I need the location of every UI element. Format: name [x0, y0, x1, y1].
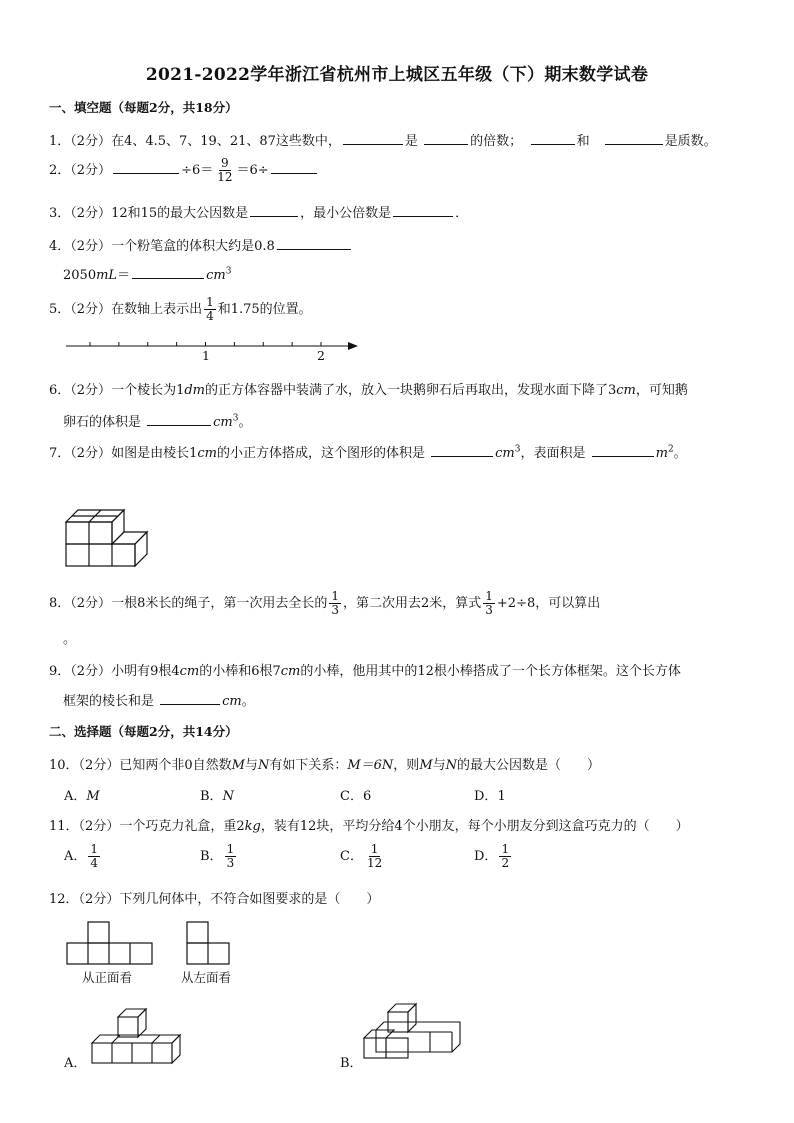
option-b-solid: [362, 1000, 472, 1062]
answer-blank[interactable]: [250, 204, 298, 217]
answer-blank[interactable]: [271, 161, 317, 174]
question-9: 9．（2分）小明有9根4cm的小棒和6根7cm的小棒，他用其中的12根小棒搭成了一个长方体框架。这个长方体: [49, 664, 681, 679]
fraction: $\frac{1}{3}$: [485, 589, 493, 617]
answer-blank[interactable]: [531, 132, 575, 145]
tick-label-1: 1: [202, 348, 210, 363]
option-a[interactable]: A． $\frac{1}{4}$: [64, 842, 99, 870]
fraction: $\frac{9}{12}$: [217, 156, 233, 184]
fraction: $\frac{1}{4}$: [206, 295, 214, 323]
tick-label-2: 2: [317, 348, 325, 363]
question-8-line2: 。: [63, 632, 77, 647]
answer-blank[interactable]: [393, 204, 453, 217]
option-b[interactable]: B．: [340, 1056, 363, 1071]
option-c[interactable]: C． $\frac{1}{12}$: [340, 842, 383, 870]
front-view-figure: [66, 920, 156, 966]
option-d[interactable]: D．1: [474, 789, 506, 804]
answer-blank[interactable]: [160, 692, 220, 705]
option-a[interactable]: A．M: [64, 789, 100, 804]
answer-blank[interactable]: [431, 444, 493, 457]
option-a-solid: [90, 1005, 190, 1065]
question-9-line2: 框架的棱长和是 cm。: [63, 694, 255, 709]
question-8: 8．（2分）一根8米长的绳子，第一次用去全长的 $\frac{1}{3}$ ，第二次用去2米，算式 $\frac{1}{3}$ +2÷8，可以算出: [49, 589, 601, 617]
answer-blank[interactable]: [277, 237, 351, 250]
answer-blank[interactable]: [147, 413, 211, 426]
question-7: 7．（2分）如图是由棱长1cm的小正方体搭成，这个图形的体积是 $cm^3$，表面积是 $m^2$。: [49, 444, 687, 461]
answer-blank[interactable]: [132, 266, 204, 279]
question-6: 6．（2分）一个棱长为1dm的正方体容器中装满了水，放入一块鹅卵石后再取出，发现水面下降了3cm，可知鹅: [49, 383, 688, 398]
q-score: （2分）: [70, 134, 112, 149]
left-view-label: 从左面看: [181, 970, 232, 985]
answer-blank[interactable]: [605, 132, 663, 145]
question-6-line2: 卵石的体积是 $cm^3$。: [63, 413, 252, 430]
question-4-line2: $2050mL= cm^3$: [63, 266, 232, 283]
left-view-figure: [186, 920, 236, 966]
option-d[interactable]: D． $\frac{1}{2}$: [474, 842, 510, 870]
option-b[interactable]: B． $\frac{1}{3}$: [200, 842, 235, 870]
option-a[interactable]: A．: [64, 1056, 87, 1071]
answer-blank[interactable]: [343, 132, 403, 145]
fraction: $\frac{1}{3}$: [331, 589, 339, 617]
question-1: 1．（2分）在4、4.5、7、19、21、87这些数中， 是 的倍数； 和 是质数。: [49, 134, 717, 149]
cube-figure: [64, 502, 154, 568]
option-b[interactable]: B．N: [200, 789, 234, 804]
question-10: 10．（2分）已知两个非0自然数M与N有如下关系：M＝6N，则M与N的最大公因数是（ ）: [49, 758, 601, 773]
section-choice: 二、选择题（每题2分，共14分）: [49, 724, 238, 739]
question-4: 4．（2分）一个粉笔盒的体积大约是0.8: [49, 235, 353, 254]
question-3: 3．（2分）12和15的最大公因数是 ，最小公倍数是 ．: [49, 206, 469, 221]
question-11: 11．（2分）一个巧克力礼盒，重2kg，装有12块，平均分给4个小朋友，每个小朋友分到这盒巧克力的（ ）: [49, 819, 689, 834]
q-number: 1．: [49, 134, 71, 149]
answer-blank[interactable]: [424, 132, 468, 145]
section-fill-blank: 一、填空题（每题2分，共18分）: [49, 100, 238, 115]
page-title: 2021-2022学年浙江省杭州市上城区五年级（下）期末数学试卷: [145, 65, 649, 85]
question-12: 12．（2分）下列几何体中，不符合如图要求的是（ ）: [49, 892, 380, 907]
question-2: 2．（2分） ÷6＝ $\frac{9}{12}$ ＝6÷: [49, 157, 319, 184]
front-view-label: 从正面看: [82, 970, 133, 985]
answer-blank[interactable]: [592, 444, 654, 457]
option-c[interactable]: C．6: [340, 789, 372, 804]
answer-blank[interactable]: [113, 161, 179, 174]
question-5: 5．（2分）在数轴上表示出 $\frac{1}{4}$ 和1.75的位置。: [49, 295, 312, 323]
